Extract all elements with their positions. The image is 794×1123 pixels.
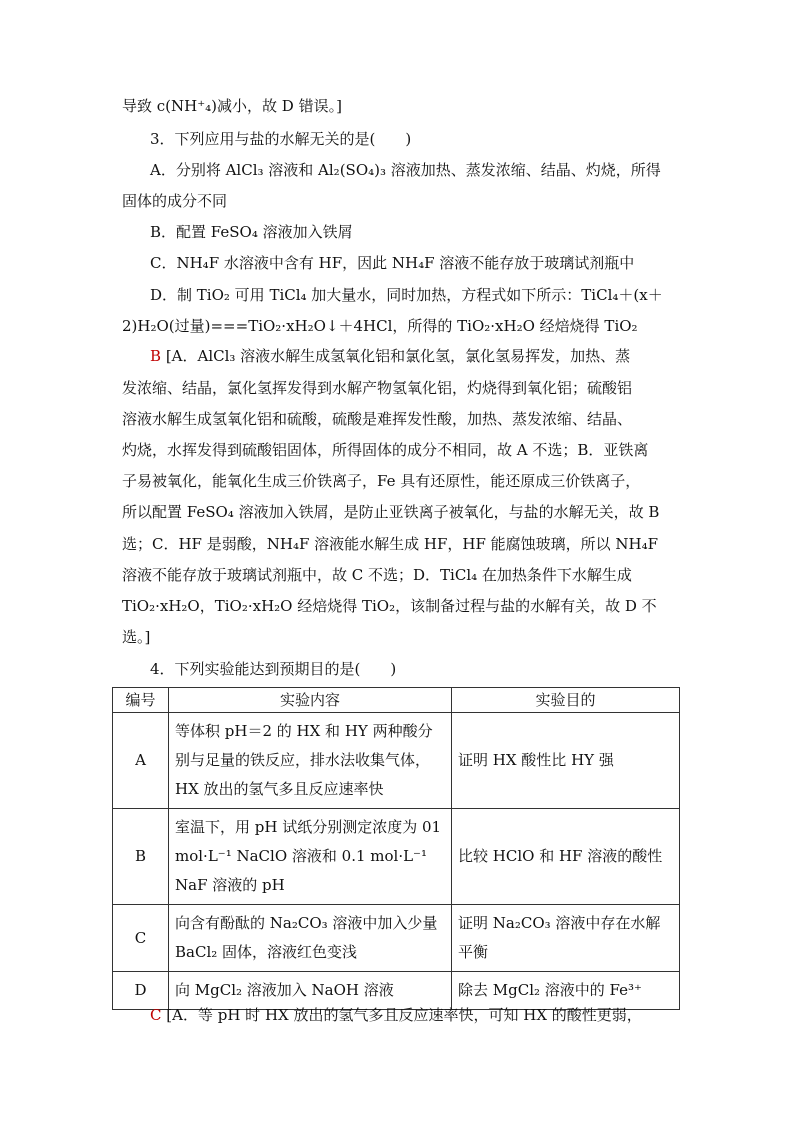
answer-letter: C (150, 1006, 162, 1024)
answer-explanation: [A．等 pH 时 HX 放出的氢气多且反应速率快，可知 HX 的酸性更弱， (166, 1006, 642, 1024)
explanation-line: 发浓缩、结晶，氯化氢挥发得到水解产物氢氧化铝，灼烧得到氧化铝；硫酸铝 (122, 379, 633, 397)
table-row (113, 713, 680, 809)
row-purpose: 比较 HClO 和 HF 溶液的酸性 (452, 809, 680, 905)
row-content: 等体积 pH＝2 的 HX 和 HY 两种酸分别与足量的铁反应，排水法收集气体，HX 放出的氢气多且反应速率快 (169, 713, 452, 809)
row-purpose: 证明 Na₂CO₃ 溶液中存在水解平衡 (452, 905, 680, 972)
question-4-stem: 4．下列实验能达到预期目的是( ) (150, 660, 397, 678)
row-code: D (113, 972, 169, 1010)
explanation-line: 灼烧，水挥发得到硫酸铝固体，所得固体的成分不相同，故 A 不选；B．亚铁离 (122, 441, 649, 459)
row-content: 向 MgCl₂ 溶液加入 NaOH 溶液 (169, 972, 452, 1010)
row-code: B (113, 809, 169, 905)
question-3-option-d: D．制 TiO₂ 可用 TiCl₄ 加大量水，同时加热，方程式如下所示：TiCl₄＋(x＋ (150, 286, 663, 304)
explanation-line: 选；C．HF 是弱酸，NH₄F 溶液能水解生成 HF，HF 能腐蚀玻璃，所以 NH₄F (122, 535, 659, 553)
row-content: 向含有酚酞的 Na₂CO₃ 溶液中加入少量 BaCl₂ 固体，溶液红色变浅 (169, 905, 452, 972)
question-3-answer (150, 346, 706, 366)
table-header-row (113, 688, 680, 713)
question-4-answer (150, 1005, 706, 1025)
answer-letter: B (150, 347, 162, 365)
explanation-line: 所以配置 FeSO₄ 溶液加入铁屑，是防止亚铁离子被氧化，与盐的水解无关，故 B (122, 503, 660, 521)
explanation-line: 选。] (122, 628, 151, 646)
experiment-table (112, 687, 680, 1010)
row-purpose: 除去 MgCl₂ 溶液中的 Fe³⁺ (452, 972, 680, 1010)
column-header: 编号 (113, 688, 169, 713)
row-content: 室温下，用 pH 试纸分别测定浓度为 01 mol·L⁻¹ NaClO 溶液和 0.1 mol·L⁻¹ NaF 溶液的 pH (169, 809, 452, 905)
question-3-option-a-cont: 固体的成分不同 (122, 192, 228, 210)
question-3-option-c: C．NH₄F 水溶液中含有 HF，因此 NH₄F 溶液不能存放于玻璃试剂瓶中 (150, 254, 635, 272)
question-3-option-a: A．分别将 AlCl₃ 溶液和 Al₂(SO₄)₃ 溶液加热、蒸发浓缩、结晶、灼烧，所得 (150, 161, 661, 179)
answer-explanation: [A．AlCl₃ 溶液水解生成氢氧化铝和氯化氢，氯化氢易挥发，加热、蒸 (165, 347, 631, 365)
explanation-line: TiO₂·xH₂O，TiO₂·xH₂O 经焙烧得 TiO₂，该制备过程与盐的水解有关，故 D 不 (122, 597, 657, 615)
table-row (113, 809, 680, 905)
explanation-line: 溶液不能存放于玻璃试剂瓶中，故 C 不选；D．TiCl₄ 在加热条件下水解生成 (122, 566, 632, 584)
explanation-line: 子易被氧化，能氧化生成三价铁离子，Fe 具有还原性，能还原成三价铁离子， (122, 472, 641, 490)
question-3-option-b: B．配置 FeSO₄ 溶液加入铁屑 (150, 223, 353, 241)
row-code: C (113, 905, 169, 972)
row-purpose: 证明 HX 酸性比 HY 强 (452, 713, 680, 809)
table-row (113, 972, 680, 1010)
question-3-option-d-cont: 2)H₂O(过量)===TiO₂·xH₂O↓＋4HCl，所得的 TiO₂·xH₂O 经焙烧得 TiO₂ (122, 317, 638, 335)
column-header: 实验目的 (452, 688, 680, 713)
column-header: 实验内容 (169, 688, 452, 713)
explanation-line: 溶液水解生成氢氧化铝和硫酸，硫酸是难挥发性酸，加热、蒸发浓缩、结晶、 (122, 410, 633, 428)
table-row (113, 905, 680, 972)
row-code: A (113, 713, 169, 809)
text-line: 导致 c(NH⁺₄)减小，故 D 错误。] (122, 97, 342, 115)
question-3-stem: 3．下列应用与盐的水解无关的是( ) (150, 130, 412, 148)
